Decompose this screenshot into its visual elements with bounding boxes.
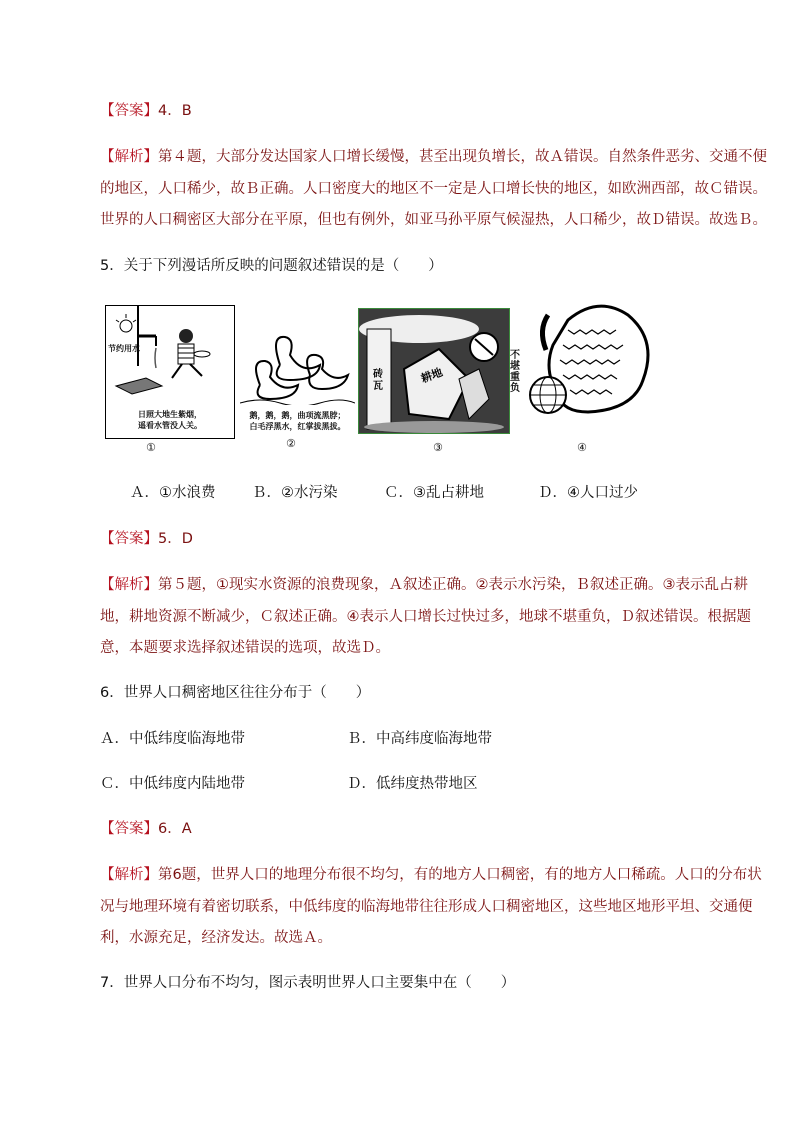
q7-question: 7．世界人口分布不均匀，图示表明世界人口主要集中在（ ） xyxy=(100,975,516,991)
cartoon-farmland-occupation xyxy=(358,308,510,434)
answer-tag: 【答案】 xyxy=(100,103,158,119)
q5-option-d: Ｄ．④人口过少 xyxy=(538,485,638,501)
q5-option-c: Ｃ．③乱占耕地 xyxy=(384,485,484,501)
q6-analysis-line-1: 【解析】第6题，世界人口的地理分布很不均匀，有的地方人口稠密，有的地方人口稀疏。人口的分布状 xyxy=(100,867,762,883)
q6-answer: 【答案】6．A xyxy=(100,821,192,837)
cartoon-water-pollution: 鹅，鹅，鹅，曲项流黑脖； 白毛浮黑水，红掌拔黑拔。 xyxy=(240,325,355,435)
q5-analysis-line-1: 【解析】第５题，①现实水资源的浪费现象，Ａ叙述正确。②表示水污染，Ｂ叙述正确。③表示乱占耕 xyxy=(100,577,748,593)
q5-option-b: Ｂ．②水污染 xyxy=(252,485,338,501)
q4-analysis-line-2: 的地区，人口稀少，故Ｂ正确。人口密度大的地区不一定是人口增长快的地区，如欧洲西部，故Ｃ错误。 xyxy=(100,181,767,197)
q5-analysis-line-3: 意，本题要求选择叙述错误的选项，故选Ｄ。 xyxy=(100,640,390,656)
cartoon-label-3: ③ xyxy=(433,441,443,454)
cartoon-label-4: ④ xyxy=(577,441,587,454)
bricks-label: 砖瓦 xyxy=(373,369,383,392)
overload-label: 不堪重负 xyxy=(510,350,520,394)
q4-analysis-line-3: 世界的人口稠密区大部分在平原，但也有例外，如亚马孙平原气候湿热，人口稀少，故Ｄ错误。故选Ｂ。 xyxy=(100,212,767,228)
q5-question: 5．关于下列漫话所反映的问题叙述错误的是（ ） xyxy=(100,258,443,274)
cartoon-water-waste: 节约用水 日照大地生紫烟， 遥看水管没人关。 xyxy=(105,305,235,439)
cartoon-overpopulation xyxy=(508,300,658,425)
q5-answer: 【答案】5．D xyxy=(100,531,193,547)
overloaded-earth-illustration xyxy=(508,300,658,425)
cartoon-label-2: ② xyxy=(286,437,296,450)
q6-analysis-line-2: 况与地理环境有着密切联系，中低纬度的临海地带往往形成人口稠密地区，这些地区地形平坦、交通便 xyxy=(100,899,753,915)
cartoon-label-1: ① xyxy=(146,441,156,454)
q5-option-a: Ａ．①水浪费 xyxy=(130,485,216,501)
q6-option-c: Ｃ．中低纬度内陆地带 xyxy=(100,776,245,792)
q5-analysis-line-2: 地，耕地资源不断减少，Ｃ叙述正确。④表示人口增长过快过多，地球不堪重负，Ｄ叙述错误。根据题 xyxy=(100,609,751,625)
water-saving-sign: 节约用水 xyxy=(108,344,140,353)
analysis-tag: 【解析】 xyxy=(100,149,158,165)
q6-option-d: Ｄ．低纬度热带地区 xyxy=(347,776,478,792)
answer-value: 4．B xyxy=(158,103,192,119)
swans-illustration xyxy=(240,325,355,405)
q6-question: 6．世界人口稠密地区往往分布于（ ） xyxy=(100,685,371,701)
q6-analysis-line-3: 利，水源充足，经济发达。故选Ａ。 xyxy=(100,930,332,946)
farmland-label: 耕地 xyxy=(419,365,445,386)
q4-analysis-line-1: 【解析】第４题，大部分发达国家人口增长缓慢，甚至出现负增长，故Ａ错误。自然条件恶劣、交通不便 xyxy=(100,149,767,165)
q6-option-b: Ｂ．中高纬度临海地带 xyxy=(347,731,492,747)
q6-option-a: Ａ．中低纬度临海地带 xyxy=(100,731,245,747)
q4-answer xyxy=(100,101,192,121)
